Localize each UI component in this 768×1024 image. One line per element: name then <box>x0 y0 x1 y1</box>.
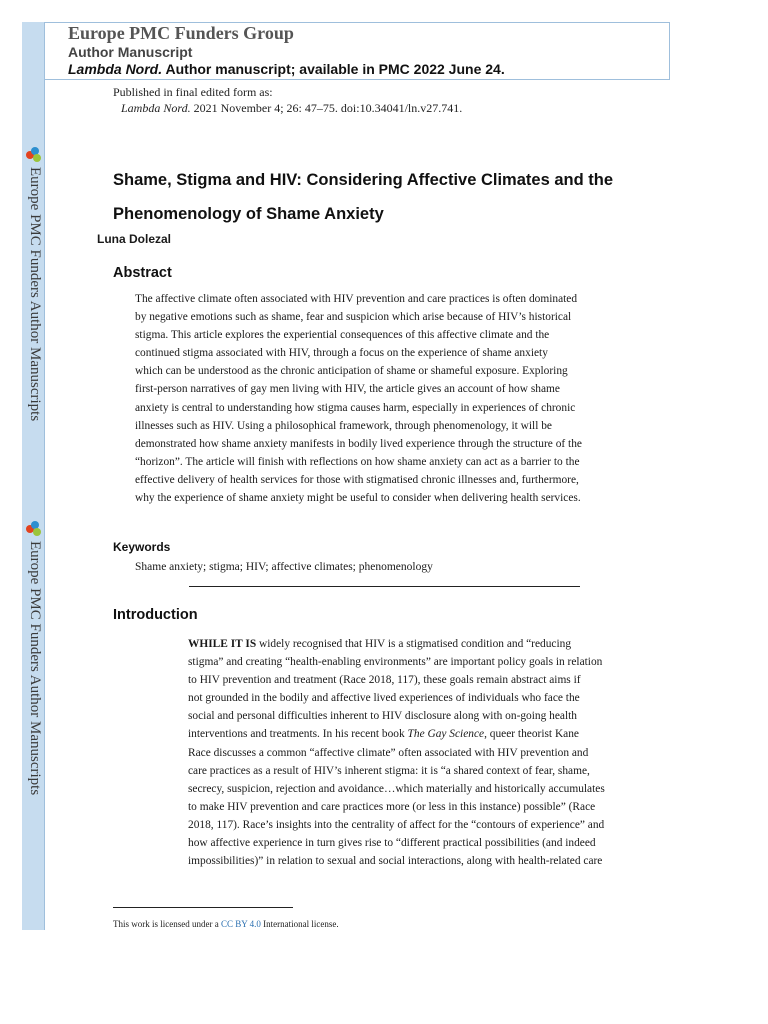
keywords-list: Shame anxiety; stigma; HIV; affective climates; phenomenology <box>135 561 433 573</box>
manuscript-type: Author Manuscript <box>68 44 193 60</box>
europe-pmc-logo-icon <box>26 521 42 537</box>
cc-by-license-link[interactable]: CC BY 4.0 <box>220 919 261 929</box>
intro-line: to make HIV prevention and care practices more (or less in this instance) possible” (Race <box>188 800 596 813</box>
abstract-line: first-person narratives of gay men living with HIV, the article gives an account of how shame <box>135 383 560 396</box>
europe-pmc-logo-icon <box>26 147 42 163</box>
intro-lead: WHILE IT IS <box>188 638 257 650</box>
abstract-line: demonstrated how shame anxiety manifests in bodily lived experience through the structure of the <box>135 437 582 450</box>
intro-line: not grounded in the bodily and affective lived experiences of individuals who face the <box>188 692 580 705</box>
intro-text: , queer theorist Kane <box>484 728 579 741</box>
abstract-line: continued stigma associated with HIV, through a focus on the experience of shame anxiety <box>135 347 548 360</box>
availability-text: Author manuscript; available in PMC 2022 June 24. <box>165 61 505 77</box>
article-title: Shame, Stigma and HIV: Considering Affective Climates and the Phenomenology of Shame Anxiety <box>113 171 613 223</box>
intro-line: 2018, 117). Race’s insights into the centrality of affect for the “contours of experience” and <box>188 818 605 831</box>
intro-line: Race discusses a common “affective climate” often associated with HIV prevention and <box>188 746 589 759</box>
intro-line: social and personal difficulties inherent to HIV disclosure along with on-going health <box>188 710 577 723</box>
intro-line: impossibilities)” in relation to sexual and social interactions, along with health-related care <box>188 855 603 868</box>
abstract-line: effective delivery of health services for those with stigmatised chronic illnesses and, furthermore, <box>135 473 579 486</box>
intro-line <box>188 635 658 653</box>
intro-line-rest: widely recognised that HIV is a stigmatised condition and “reducing <box>256 638 572 650</box>
footnote-divider <box>113 907 293 908</box>
abstract-body <box>135 290 635 507</box>
abstract-line: anxiety is central to understanding how stigma causes harm, especially in experiences of chronic <box>135 401 576 414</box>
citation-text: 2021 November 4; 26: 47–75. doi:10.34041/ln.v27.741. <box>193 101 463 115</box>
intro-line: stigma” and creating “health-enabling environments” are important policy goals in relation <box>188 656 603 669</box>
published-journal: Lambda Nord. <box>121 101 191 115</box>
intro-line: to HIV prevention and treatment (Race 2018, 117), these goals remain abstract aims if <box>188 674 581 687</box>
abstract-line: “horizon”. The article will finish with reflections on how shame anxiety can act as a barrier to the <box>135 455 580 468</box>
abstract-line: stigma. This article explores the experiential consequences of this affective climate and the <box>135 329 550 342</box>
intro-text: interventions and treatments. In his recent book <box>188 728 405 741</box>
intro-line: care practices as a result of HIV’s inherent stigma: it is “a shared context of fear, shame, <box>188 764 590 777</box>
license-footnote <box>113 919 339 929</box>
introduction-heading: Introduction <box>113 607 198 623</box>
published-note <box>113 84 462 116</box>
intro-line <box>188 725 658 743</box>
funders-group: Europe PMC Funders Group <box>68 23 294 43</box>
abstract-line: illnesses such as HIV. Using a philosophical framework, through phenomenology, it will be <box>135 419 552 432</box>
introduction-body <box>188 635 658 870</box>
article-author: Luna Dolezal <box>97 232 172 246</box>
intro-line: how affective experience in turn gives rise to “different practical possibilities (and indeed <box>188 837 596 850</box>
abstract-line: by negative emotions such as shame, fear and suspicion which arise because of HIV’s historical <box>135 311 572 324</box>
intro-line: secrecy, suspicion, rejection and avoidance…which materially and historically accumulates <box>188 782 605 795</box>
availability-line <box>68 61 505 77</box>
section-divider <box>189 586 580 587</box>
abstract-line: why the experience of shame anxiety might be useful to consider when delivering health services. <box>135 492 581 505</box>
book-title: The Gay Science <box>407 728 485 741</box>
abstract-heading: Abstract <box>113 265 172 281</box>
footnote-text: This work is licensed under a <box>113 919 221 929</box>
abstract-line: which can be understood as the chronic anticipation of shame or shameful exposure. Exploring <box>135 365 568 378</box>
header-journal: Lambda Nord. <box>68 61 163 77</box>
published-citation <box>113 100 462 116</box>
keywords-heading: Keywords <box>113 540 171 554</box>
published-intro: Published in final edited form as: <box>113 85 273 99</box>
footnote-text: International license. <box>260 919 339 929</box>
abstract-line: The affective climate often associated with HIV prevention and care practices is often dominated <box>135 293 578 305</box>
